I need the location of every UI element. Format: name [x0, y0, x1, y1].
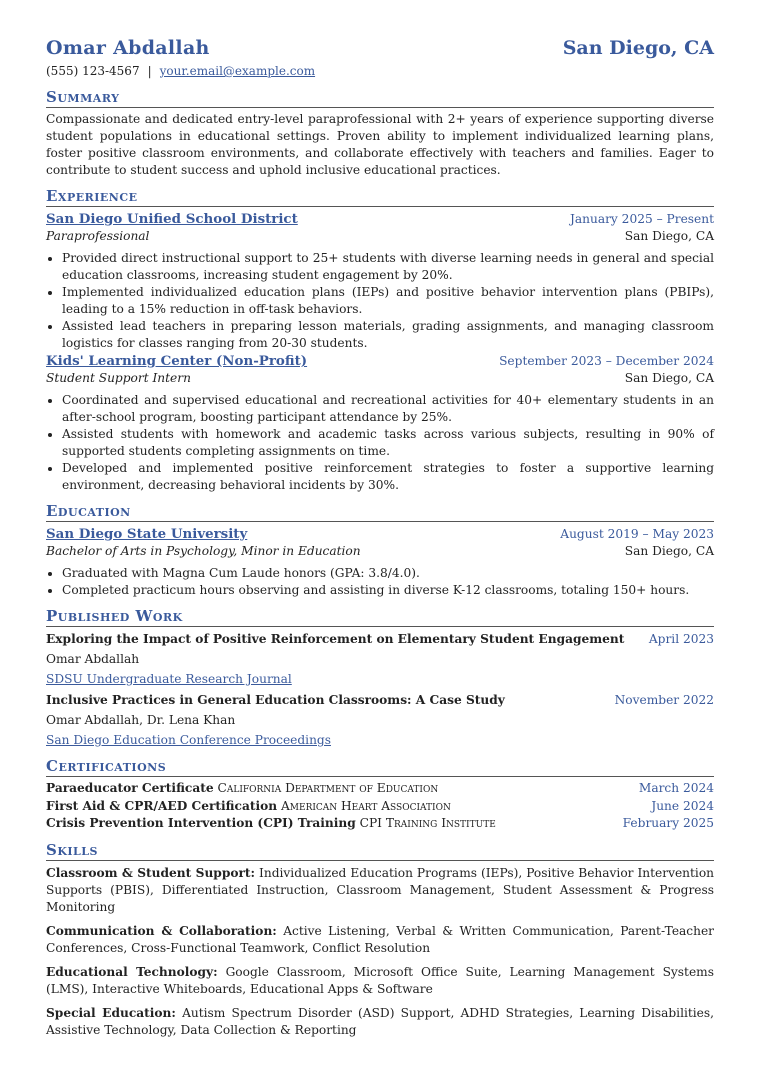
- candidate-name: Omar Abdallah: [46, 37, 210, 59]
- section-title-summary: Summary: [46, 88, 714, 108]
- certification-date: February 2025: [622, 816, 714, 830]
- publication-entry: [46, 692, 714, 749]
- job-location: San Diego, CA: [624, 229, 714, 243]
- bullet-item: • Coordinated and supervised educational and recreational activities for 40+ elementary students in an after-school program, boosting participant attendance by 25%.: [62, 392, 714, 426]
- employer-link[interactable]: San Diego Unified School District: [46, 211, 298, 227]
- certification-name: First Aid & CPR/AED Certification: [46, 798, 278, 813]
- skill-items: Autism Spectrum Disorder (ASD) Support, ADHD Strategies, Learning Disabilities, Assistive Technology, Data Collection & Reporting: [46, 1005, 715, 1037]
- bullet-item: • Assisted students with homework and academic tasks across various subjects, resulting in 90% of supported students completing assignments on time.: [62, 426, 714, 460]
- certification-item: [46, 780, 714, 798]
- bullet-list: [46, 392, 714, 494]
- certification-name: Paraeducator Certificate: [46, 781, 214, 795]
- job-location: San Diego, CA: [624, 371, 714, 385]
- certification-issuer: American Heart Association: [280, 798, 451, 813]
- employment-dates: January 2025 – Present: [569, 212, 714, 226]
- certification-item: [46, 798, 714, 816]
- publication-authors: Omar Abdallah, Dr. Lena Khan: [46, 713, 236, 727]
- skill-category: Special Education:: [46, 1005, 176, 1020]
- publication-authors: Omar Abdallah: [46, 652, 140, 666]
- certification-name: Crisis Prevention Intervention (CPI) Training: [46, 816, 356, 830]
- section-title-skills: Skills: [46, 841, 714, 861]
- publication-venue-link[interactable]: San Diego Education Conference Proceedings: [46, 733, 331, 747]
- skill-items: Google Classroom, Microsoft Office Suite, Learning Management Systems (LMS), Interactive Whiteboards, Educational Apps & Software: [46, 964, 714, 996]
- publication-title: Inclusive Practices in General Education Classrooms: A Case Study: [46, 693, 505, 707]
- bullet-item: • Provided direct instructional support to 25+ students with diverse learning needs in general and special education classrooms, increasing student engagement by 20%.: [62, 250, 714, 284]
- education-dates: August 2019 – May 2023: [560, 527, 714, 541]
- employment-dates: September 2023 – December 2024: [499, 354, 714, 368]
- bullet-item: • Graduated with Magna Cum Laude honors (GPA: 3.8/4.0).: [62, 565, 714, 582]
- education-entry: [46, 522, 714, 599]
- contact-line: [46, 63, 714, 80]
- skill-group: [46, 865, 714, 916]
- job-role: Student Support Intern: [46, 371, 191, 385]
- experience-entry: [46, 207, 714, 352]
- contact-separator: |: [147, 64, 152, 78]
- section-title-published-work: Published Work: [46, 607, 714, 627]
- candidate-location: San Diego, CA: [562, 37, 714, 59]
- employer-link[interactable]: Kids' Learning Center (Non-Profit): [46, 353, 308, 369]
- bullet-list: [46, 565, 714, 599]
- skill-category: Classroom & Student Support:: [46, 865, 256, 880]
- certification-issuer: California Department of Education: [217, 781, 439, 795]
- school-link[interactable]: San Diego State University: [46, 526, 248, 542]
- publication-entry: [46, 631, 714, 688]
- resume-header: [46, 37, 714, 59]
- bullet-item: • Developed and implemented positive reinforcement strategies to foster a supportive learning environment, decreasing behavioral incidents by 30%.: [62, 460, 714, 494]
- skill-group: [46, 964, 714, 998]
- skill-group: [46, 1005, 714, 1039]
- summary-text: Compassionate and dedicated entry-level paraprofessional with 2+ years of experience supporting diverse student populations in educational settings. Proven ability to implement individualized learning plans, foster positive classroom environments, and collaborate effectively with teachers and families. Eager to contribute to student success and uphold inclusive educational practices.: [46, 112, 714, 177]
- certification-date: March 2024: [638, 781, 714, 795]
- skill-items: Active Listening, Verbal & Written Communication, Parent-Teacher Conferences, Cross-Functional Teamwork, Conflict Resolution: [46, 923, 715, 955]
- certification-list: [46, 780, 714, 833]
- certification-item: [46, 815, 714, 833]
- skill-group: [46, 923, 714, 957]
- experience-entry: [46, 352, 714, 494]
- bullet-item: • Implemented individualized education plans (IEPs) and positive behavior intervention plans (PBIPs), leading to a 15% reduction in off-task behaviors.: [62, 284, 714, 318]
- section-title-experience: Experience: [46, 187, 714, 207]
- section-title-certifications: Certifications: [46, 757, 714, 777]
- publication-title: Exploring the Impact of Positive Reinforcement on Elementary Student Engagement: [46, 632, 625, 646]
- bullet-item: • Assisted lead teachers in preparing lesson materials, grading assignments, and managing classroom logistics for classes ranging from 20-30 students.: [62, 318, 714, 352]
- degree: Bachelor of Arts in Psychology, Minor in Education: [46, 544, 361, 558]
- section-title-education: Education: [46, 502, 714, 522]
- skill-category: Educational Technology:: [46, 964, 218, 979]
- skills-list: [46, 865, 714, 1039]
- certification-date: June 2024: [651, 798, 714, 813]
- publication-date: April 2023: [648, 632, 714, 646]
- email-link[interactable]: your.email@example.com: [159, 64, 316, 78]
- bullet-list: [46, 250, 714, 352]
- publication-date: November 2022: [614, 693, 714, 707]
- certification-issuer: CPI Training Institute: [359, 816, 496, 830]
- school-location: San Diego, CA: [624, 544, 714, 558]
- publication-venue-link[interactable]: SDSU Undergraduate Research Journal: [46, 672, 292, 686]
- skill-category: Communication & Collaboration:: [46, 923, 277, 938]
- job-role: Paraprofessional: [46, 229, 150, 243]
- phone-number: (555) 123-4567: [46, 64, 140, 78]
- bullet-item: • Completed practicum hours observing and assisting in diverse K-12 classrooms, totaling 150+ hours.: [62, 582, 714, 599]
- skill-items: Individualized Education Programs (IEPs), Positive Behavior Intervention Supports (PBIS), Differentiated Instruction, Classroom Management, Student Assessment & Progress Monitoring: [46, 865, 715, 914]
